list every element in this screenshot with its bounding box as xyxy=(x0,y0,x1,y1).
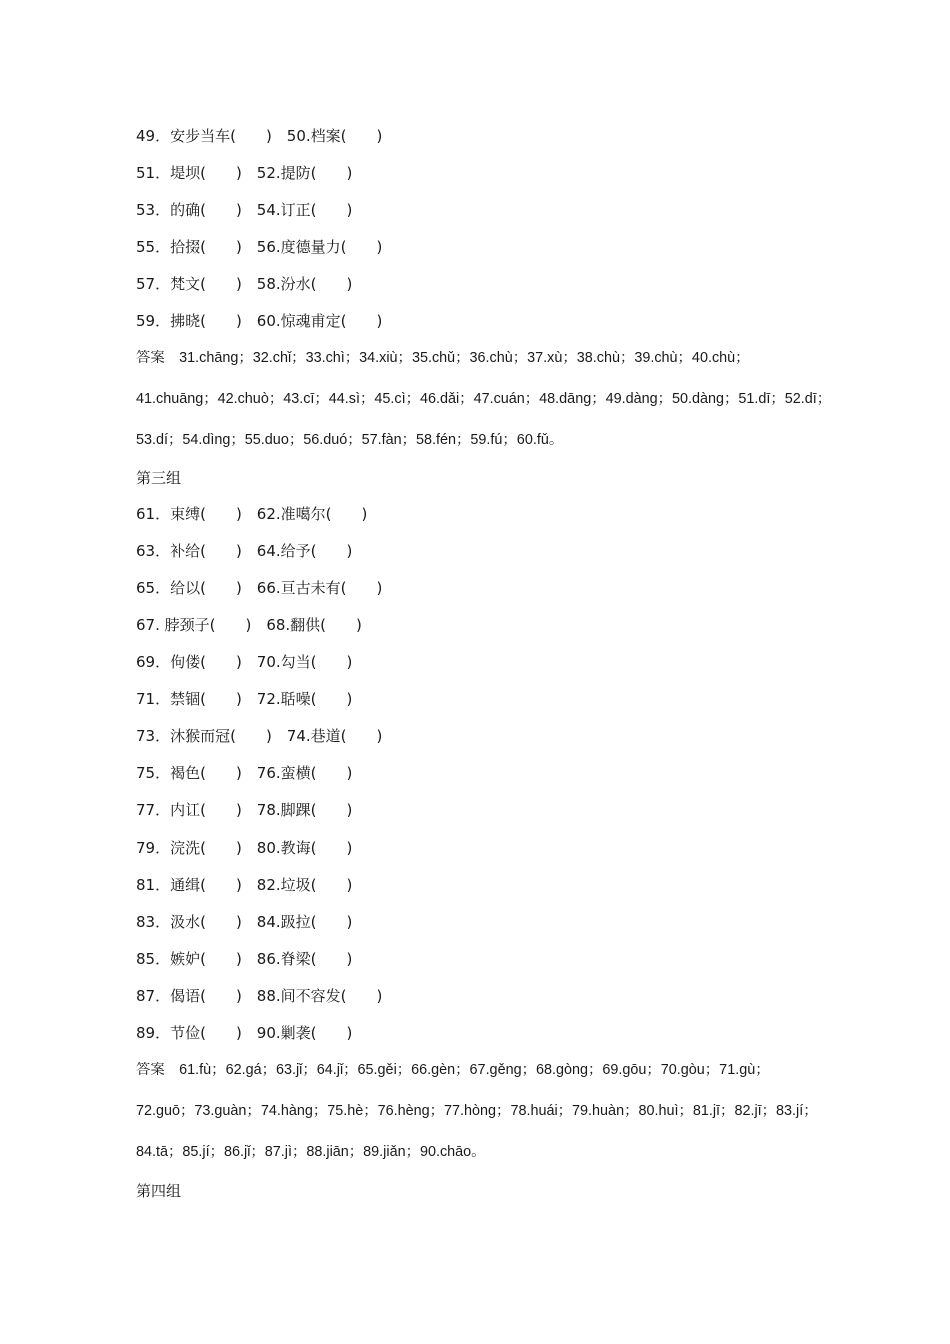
item-line: 65．给以( ) 66.亘古未有( ) xyxy=(136,579,383,597)
item-line: 59．拂晓( ) 60.惊魂甫定( ) xyxy=(136,312,383,330)
item-line: 87．偈语( ) 88.间不容发( ) xyxy=(136,987,383,1005)
answer-line: 72.guō；73.guàn；74.hàng；75.hè；76.hèng；77.hòng；78.huái；79.huàn；80.huì；81.jī；82.jī；83.jí； xyxy=(136,1103,818,1119)
item-line: 75．褐色( ) 76.蛮横( ) xyxy=(136,764,353,782)
item-line: 49．安步当车( ) 50.档案( ) xyxy=(136,127,383,145)
answer-line: 41.chuāng；42.chuò；43.cī；44.sì；45.cì；46.dǎi；47.cuán；48.dāng；49.dàng；50.dàng；51.dī；52.dī； xyxy=(136,391,832,407)
answer-line: 答案 31.chāng；32.chǐ；33.chì；34.xiù；35.chǔ；36.chù；37.xù；38.chù；39.chù；40.chù； xyxy=(136,350,750,366)
group-title: 第四组 xyxy=(136,1182,182,1200)
item-line: 77．内讧( ) 78.脚踝( ) xyxy=(136,801,353,819)
item-line: 83．汲水( ) 84.趿拉( ) xyxy=(136,913,353,931)
item-line: 69．佝偻( ) 70.勾当( ) xyxy=(136,653,353,671)
item-line: 73．沐猴而冠( ) 74.巷道( ) xyxy=(136,727,383,745)
item-line: 79．浣洗( ) 80.教诲( ) xyxy=(136,839,353,857)
answer-line: 84.tā；85.jí；86.jǐ；87.jì；88.jiān；89.jiǎn；90.chāo。 xyxy=(136,1144,486,1160)
item-line: 53．的确( ) 54.订正( ) xyxy=(136,201,353,219)
item-line: 57．梵文( ) 58.汾水( ) xyxy=(136,275,353,293)
item-line: 71．禁锢( ) 72.聒噪( ) xyxy=(136,690,353,708)
group-title: 第三组 xyxy=(136,469,182,487)
item-line: 81．通缉( ) 82.垃圾( ) xyxy=(136,876,353,894)
item-line: 51．堤坝( ) 52.提防( ) xyxy=(136,164,353,182)
item-line: 85．嫉妒( ) 86.脊梁( ) xyxy=(136,950,353,968)
answer-line: 53.dí；54.dìng；55.duo；56.duó；57.fàn；58.fén；59.fú；60.fǔ。 xyxy=(136,432,564,448)
item-line: 61．束缚( ) 62.准噶尔( ) xyxy=(136,505,368,523)
item-line: 89．节俭( ) 90.剿袭( ) xyxy=(136,1024,353,1042)
item-line: 63．补给( ) 64.给予( ) xyxy=(136,542,353,560)
item-line: 55．拾掇( ) 56.度德量力( ) xyxy=(136,238,383,256)
item-line: 67. 脖颈子( ) 68.翻供( ) xyxy=(136,616,362,634)
answer-line: 答案 61.fù；62.gá；63.jǐ；64.jǐ；65.gěi；66.gèn；67.gěng；68.gòng；69.gōu；70.gòu；71.gù； xyxy=(136,1062,770,1078)
